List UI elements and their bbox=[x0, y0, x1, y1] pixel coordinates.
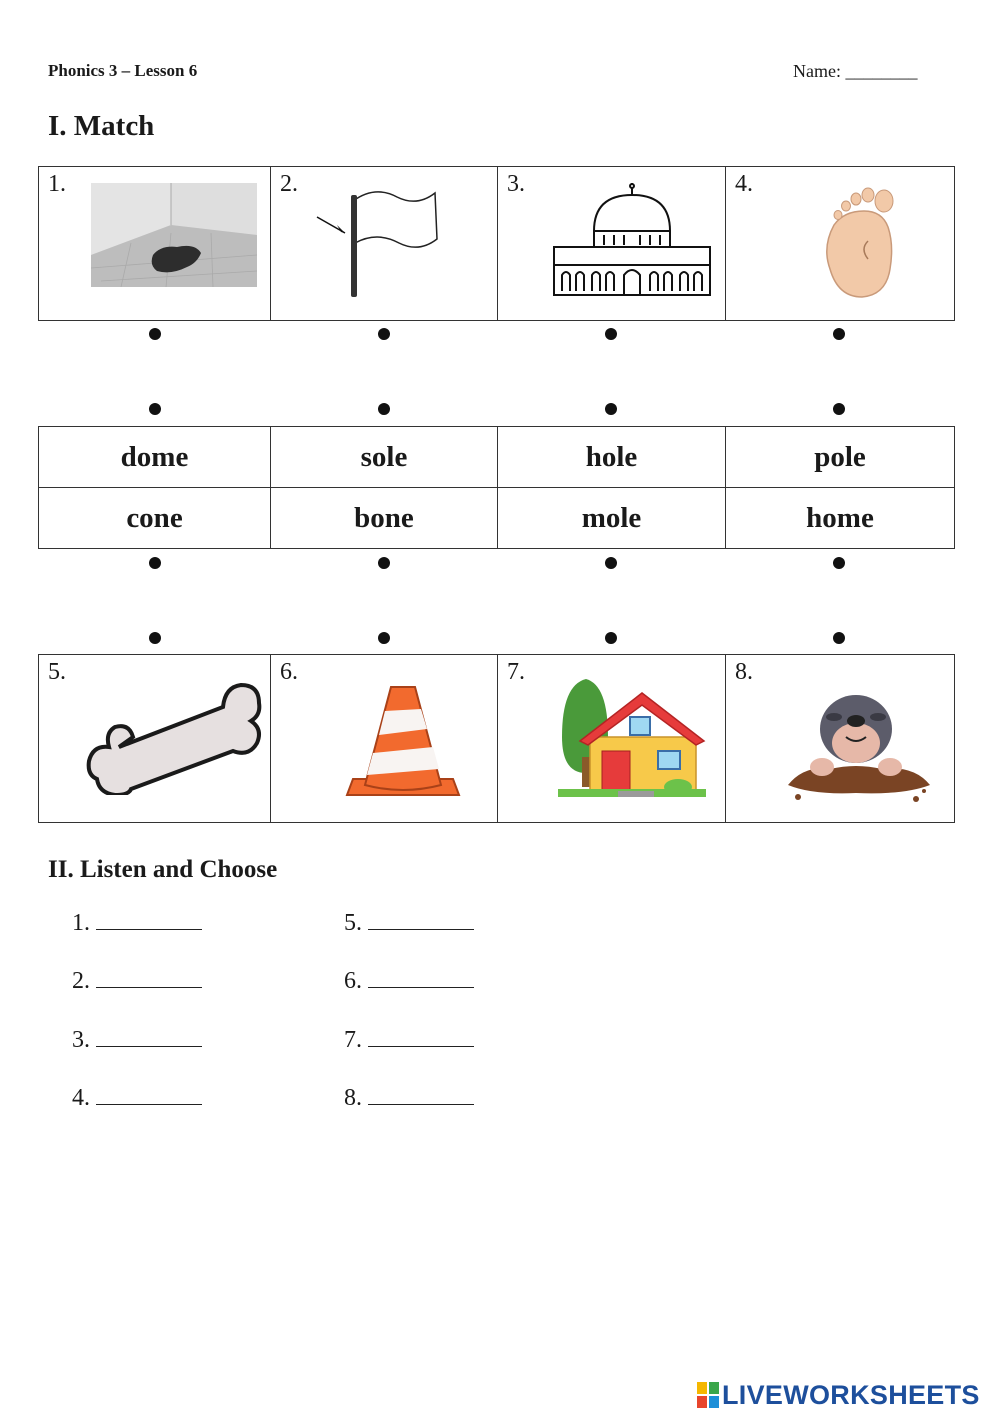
picture-number: 6. bbox=[280, 659, 298, 685]
answer-blank[interactable] bbox=[96, 907, 202, 930]
hole-icon bbox=[91, 183, 257, 287]
answer-line-8 bbox=[344, 1082, 474, 1112]
answer-line-4 bbox=[72, 1082, 202, 1112]
match-dot[interactable] bbox=[378, 403, 390, 415]
answer-line-6 bbox=[344, 965, 474, 995]
bottom-picture-table bbox=[38, 654, 955, 823]
match-dot[interactable] bbox=[149, 632, 161, 644]
logo-mark-icon bbox=[697, 1382, 719, 1408]
answer-number: 5. bbox=[344, 910, 362, 936]
match-dot[interactable] bbox=[149, 328, 161, 340]
picture-cell-3 bbox=[498, 167, 726, 321]
answer-number: 8. bbox=[344, 1085, 362, 1111]
answer-blank[interactable] bbox=[96, 1082, 202, 1105]
answer-number: 3. bbox=[72, 1027, 90, 1053]
name-label: Name: ________ bbox=[793, 61, 918, 81]
picture-number: 1. bbox=[48, 171, 66, 197]
picture-cell-1 bbox=[39, 167, 271, 321]
match-dot[interactable] bbox=[605, 328, 617, 340]
match-dot[interactable] bbox=[149, 557, 161, 569]
picture-cell-6 bbox=[271, 655, 498, 823]
pole-icon bbox=[315, 187, 445, 299]
word-cell: bone bbox=[271, 488, 498, 549]
answer-blank[interactable] bbox=[368, 1024, 474, 1047]
answer-number: 7. bbox=[344, 1027, 362, 1053]
answer-blank[interactable] bbox=[96, 965, 202, 988]
match-dot[interactable] bbox=[378, 632, 390, 644]
picture-number: 3. bbox=[507, 171, 525, 197]
picture-cell-4 bbox=[726, 167, 955, 321]
word-cell: sole bbox=[271, 427, 498, 488]
word-table bbox=[38, 426, 955, 549]
dome-icon bbox=[552, 181, 712, 301]
match-dot[interactable] bbox=[378, 557, 390, 569]
word-cell: dome bbox=[39, 427, 271, 488]
answer-number: 4. bbox=[72, 1085, 90, 1111]
word-cell: home bbox=[726, 488, 955, 549]
picture-cell-7 bbox=[498, 655, 726, 823]
word-cell: cone bbox=[39, 488, 271, 549]
picture-number: 4. bbox=[735, 171, 753, 197]
match-dot[interactable] bbox=[149, 403, 161, 415]
picture-number: 8. bbox=[735, 659, 753, 685]
word-cell: hole bbox=[498, 427, 726, 488]
mole-icon bbox=[784, 677, 934, 807]
logo-text: LIVEWORKSHEETS bbox=[722, 1379, 980, 1410]
picture-number: 7. bbox=[507, 659, 525, 685]
match-dot[interactable] bbox=[833, 632, 845, 644]
match-dot[interactable] bbox=[833, 403, 845, 415]
worksheet-title: Phonics 3 – Lesson 6 bbox=[48, 61, 198, 80]
match-dot[interactable] bbox=[605, 557, 617, 569]
picture-number: 5. bbox=[48, 659, 66, 685]
match-dot[interactable] bbox=[833, 557, 845, 569]
match-dot[interactable] bbox=[605, 632, 617, 644]
section-listen-title: II. Listen and Choose bbox=[48, 856, 278, 883]
answer-number: 2. bbox=[72, 968, 90, 994]
answer-number: 6. bbox=[344, 968, 362, 994]
answer-blank[interactable] bbox=[368, 907, 474, 930]
match-dot[interactable] bbox=[378, 328, 390, 340]
match-dot[interactable] bbox=[605, 403, 617, 415]
picture-cell-5 bbox=[39, 655, 271, 823]
sole-icon bbox=[818, 185, 900, 301]
answer-blank[interactable] bbox=[368, 1082, 474, 1105]
answer-line-7 bbox=[344, 1024, 474, 1054]
picture-cell-2 bbox=[271, 167, 498, 321]
cone-icon bbox=[345, 681, 461, 799]
top-picture-table bbox=[38, 166, 955, 321]
word-cell: mole bbox=[498, 488, 726, 549]
answer-line-1 bbox=[72, 907, 202, 937]
picture-cell-8 bbox=[726, 655, 955, 823]
answer-number: 1. bbox=[72, 910, 90, 936]
bone-icon bbox=[85, 677, 265, 795]
answer-line-5 bbox=[344, 907, 474, 937]
home-icon bbox=[556, 677, 706, 799]
section-match-title: I. Match bbox=[48, 110, 155, 142]
liveworksheets-logo[interactable] bbox=[697, 1378, 980, 1412]
answer-line-3 bbox=[72, 1024, 202, 1054]
picture-number: 2. bbox=[280, 171, 298, 197]
answer-line-2 bbox=[72, 965, 202, 995]
answer-blank[interactable] bbox=[96, 1024, 202, 1047]
match-dot[interactable] bbox=[833, 328, 845, 340]
word-cell: pole bbox=[726, 427, 955, 488]
answer-blank[interactable] bbox=[368, 965, 474, 988]
